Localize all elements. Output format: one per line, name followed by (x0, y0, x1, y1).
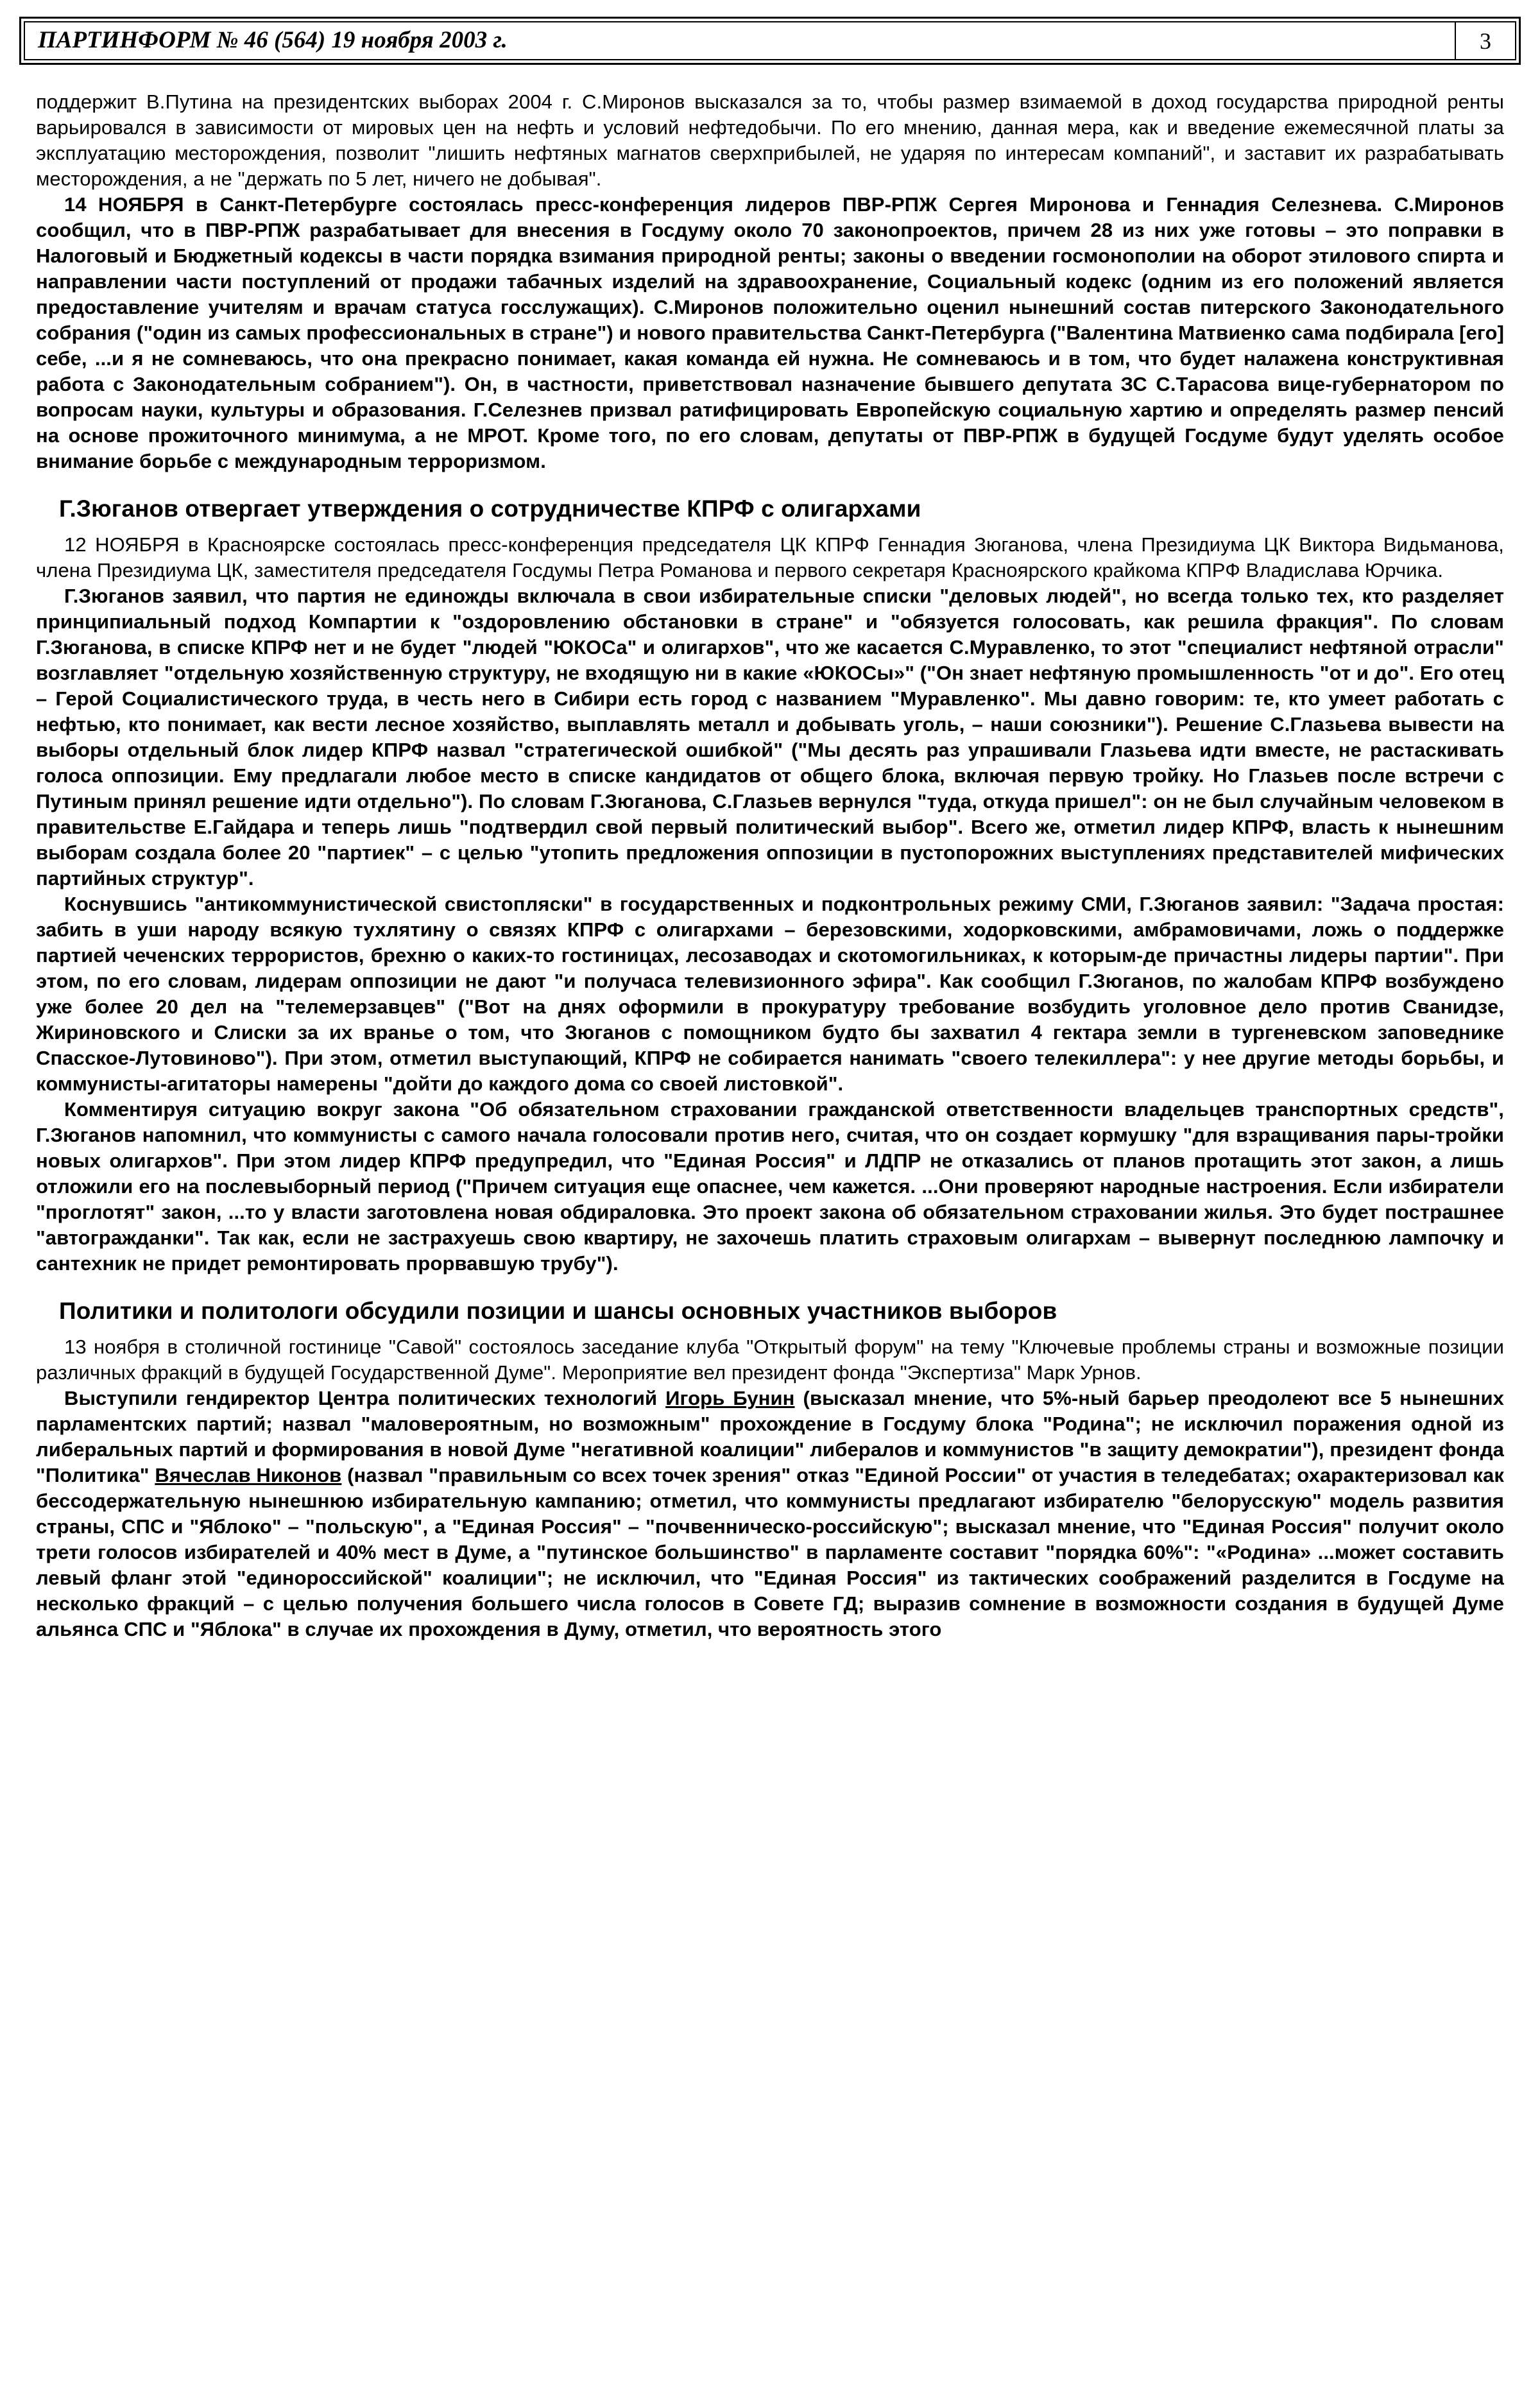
newsletter-page (0, 17, 1540, 2399)
page-number: 3 (1455, 22, 1515, 59)
text-run: Г.Зюганов заявил, что партия не единожды включала в свои избирательные списки "деловых людей", но всегда только тех, кто разделяет принципиальный подход Компартии к "оздоровлению обстановки в стране" и "обязуется голосовать, как решила фракция". По словам Г.Зюганова, в списке КПРФ нет и не будет "людей "ЮКОСа" и олигархов", что же касается С.Муравленко, то этот "специалист нефтяной отрасли" возглавляет "отдельную хозяйственную структуру, не входящую ни в какие «ЮКОСы»" ("Он знает нефтяную промышленность "от и до". Его отец – Герой Социалистического труда, в честь него в Сибири есть город с названием "Муравленко". Мы давно говорим: те, кто умеет работать с нефтью, кто понимает, как вести лесное хозяйство, выплавлять металл и добывать уголь, – наши союзники"). Решение С.Глазьева вывести на выборы отдельный блок лидер КПРФ назвал "стратегической ошибкой" ("Мы десять раз упрашивали Глазьева идти вместе, не растаскивать голоса оппозиции. Ему предлагали любое место в списке кандидатов от общего блока, включая первую тройку. Но Глазьев после встречи с Путиным принял решение идти отдельно"). По словам Г.Зюганова, С.Глазьев вернулся "туда, откуда пришел": он не был случайным человеком в правительстве Е.Гайдара и теперь лишь "подтвердил свой первый политический выбор". Всего же, отметил лидер КПРФ, власть к нынешним выборам создала более 20 "партиек" – с целью "утопить предложения оппозиции в пустопорожних выступлениях представителей мифических партийных структур". (36, 585, 1504, 890)
text-run: (высказал мнение, что 5%-ный барьер преодолеют все 5 нынешних парламентских партий; назвал "маловероятным, но возможным" прохождение в Госдуму блока "Родина"; не исключил поражения одной из либеральных партий и формирования в новой Думе "негативной коалиции" либералов и коммунистов "в защиту демократии"), президент фонда "Политика" (36, 1387, 1505, 1486)
text-run: Выступили гендиректор Центра политических технологий (64, 1387, 666, 1409)
paragraph (36, 1386, 1504, 1642)
newsletter-title: ПАРТИНФОРМ № 46 (564) 19 ноября 2003 г. (38, 27, 508, 53)
paragraph (36, 192, 1504, 474)
text-run: поддержит В.Путина на президентских выборах 2004 г. С.Миронов высказался за то, чтобы размер взимаемой в доход государства природной ренты варьировался в зависимости от мировых цен на нефть и условий нефтедобычи. По его мнению, данная мера, как и введение ежемесячной платы за эксплуатацию месторождения, позволит "лишить нефтяных магнатов сверхприбылей, не ударяя по интересам компаний", и заставит их разрабатывать месторождения, а не "держать по 5 лет, ничего не добывая". (36, 90, 1504, 190)
paragraph (36, 1334, 1504, 1386)
text-run: Коснувшись "антикоммунистической свистопляски" в государственных и подконтрольных режиму СМИ, Г.Зюганов заявил: "Задача простая: забить в уши народу всякую тухлятину о связях КПРФ с олигархами – березовскими, ходорковскими, амбрамовичами, ложь о поддержке партией чеченских террористов, брехню о каких-то гостиницах, лесозаводах и скотомогильниках, к которым-де причастны лидеры партии". При этом, по его словам, лидерам оппозиции не дают "и получаса телевизионного эфира". Как сообщил Г.Зюганов, по жалобам КПРФ возбуждено уже более 20 дел на "телемерзавцев" ("Вот на днях оформили в прокуратуру требование возбудить уголовное дело против Сванидзе, Жириновского и Слиски за их вранье о том, что Зюганов с помощником будто бы захватил 4 гектара земли в тургеневском заповеднике Спасское-Лутовиново"). При этом, отметил выступающий, КПРФ не собирается нанимать "своего телекиллера": у нее другие методы борьбы, и коммунисты-агитаторы намерены "дойти до каждого дома со своей листовкой". (36, 893, 1504, 1095)
paragraph (36, 583, 1504, 891)
paragraph (36, 1097, 1504, 1277)
text-run: (назвал "правильным со всех точек зрения" отказ "Единой России" от участия в теледебатах; охарактеризовал как бессодержательную нынешнюю избирательную кампанию; отметил, что коммунисты предлагают избирателю "белорусскую" модель развития страны, СПС и "Яблоко" – "польскую", а "Единая Россия" – "почвенническо-российскую"; высказал мнение, что "Единая Россия" получит около трети голосов избирателей и 40% мест в Думе, а "путинское большинство" в парламенте составит "порядка 60%": "«Родина» ...может составить левый фланг этой "единороссийской" коалиции"; не исключил, что "Единая Россия" из тактических соображений разделится в Госдуме на несколько фракций – с целью получения большего числа голосов в Совете ГД; выразив сомнение в возможности создания в будущей Думе альянса СПС и "Яблока" в случае их прохождения в Думу, отметил, что вероятность этого (36, 1464, 1504, 1640)
text-run: 13 ноября в столичной гостинице "Савой" состоялось заседание клуба "Открытый форум" на тему "Ключевые проблемы страны и возможные позиции различных фракций в будущей Государственной Думе". Мероприятие вел президент фонда "Экспертиза" Марк Урнов. (36, 1336, 1504, 1384)
content (36, 89, 1504, 1642)
text-run: Г.Зюганов отвергает утверждения о сотрудничестве КПРФ с олигархами (59, 495, 921, 522)
text-run: 12 НОЯБРЯ в Красноярске состоялась пресс-конференция председателя ЦК КПРФ Геннадия Зюганова, члена Президиума ЦК Виктора Видьманова, члена Президиума ЦК, заместителя председателя Госдумы Петра Романова и первого секретаря Красноярского крайкома КПРФ Владислава Юрчика. (36, 533, 1504, 581)
section-heading (36, 1297, 1504, 1325)
person-name-underlined: Игорь Бунин (665, 1387, 795, 1409)
section-heading (36, 495, 1504, 523)
text-run: Политики и политологи обсудили позиции и шансы основных участников выборов (59, 1298, 1057, 1324)
text-run: 14 НОЯБРЯ в Санкт-Петербурге состоялась пресс-конференция лидеров ПВР-РПЖ Сергея Миронова и Геннадия Селезнева. С.Миронов сообщил, что в ПВР-РПЖ разрабатывает для внесения в Госдуму около 70 законопроектов, причем 28 из них уже готовы – это поправки в Налоговый и Бюджетный кодексы в части порядка взимания природной ренты; законы о введении госмонополии на оборот этилового спирта и направлении части поступлений от продажи табачных изделий на здравоохранение, Социальный кодекс (одним из его положений является предоставление учителям и врачам статуса госслужащих). С.Миронов положительно оценил нынешний состав питерского Законодательного собрания ("один из самых профессиональных в стране") и нового правительства Санкт-Петербурга ("Валентина Матвиенко сама подбирала [его] себе, ...и я не сомневаюсь, что она прекрасно понимает, какая команда ей нужна. Не сомневаюсь и в том, что будет налажена конструктивная работа с Законодательным собранием"). Он, в частности, приветствовал назначение бывшего депутата ЗС С.Тарасова вице-губернатором по вопросам науки, культуры и образования. Г.Селезнев призвал ратифицировать Европейскую социальную хартию и определять размер пенсий на основе прожиточного минимума, а не МРОТ. Кроме того, по его словам, депутаты от ПВР-РПЖ в будущей Госдуме будут уделять особое внимание борьбе с международным терроризмом. (36, 193, 1504, 472)
paragraph (36, 891, 1504, 1097)
paragraph (36, 532, 1504, 583)
person-name-underlined: Вячеслав Никонов (155, 1464, 342, 1486)
page-header-rule (24, 21, 1516, 60)
paragraph (36, 89, 1504, 192)
text-run: Комментируя ситуацию вокруг закона "Об обязательном страховании гражданской ответственности владельцев транспортных средств", Г.Зюганов напомнил, что коммунисты с самого начала голосовали против него, считая, что он создает кормушку "для взращивания пары-тройки новых олигархов". При этом лидер КПРФ предупредил, что "Единая Россия" и ЛДПР не отказались от планов протащить этот закон, а лишь отложили его на послевыборный период ("Причем ситуация еще опаснее, чем кажется. ...Они проверяют народные настроения. Если избиратели "проглотят" закон, ...то у власти заготовлена новая обдираловка. Это проект закона об обязательном страховании жилья. Это будет пострашнее "автогражданки". Так как, если не застрахуешь свою квартиру, не захочешь платить страховым олигархам – вывернут последнюю лампочку и сантехник не придет ремонтировать прорвавшую трубу"). (36, 1098, 1504, 1275)
page-header (19, 17, 1521, 65)
